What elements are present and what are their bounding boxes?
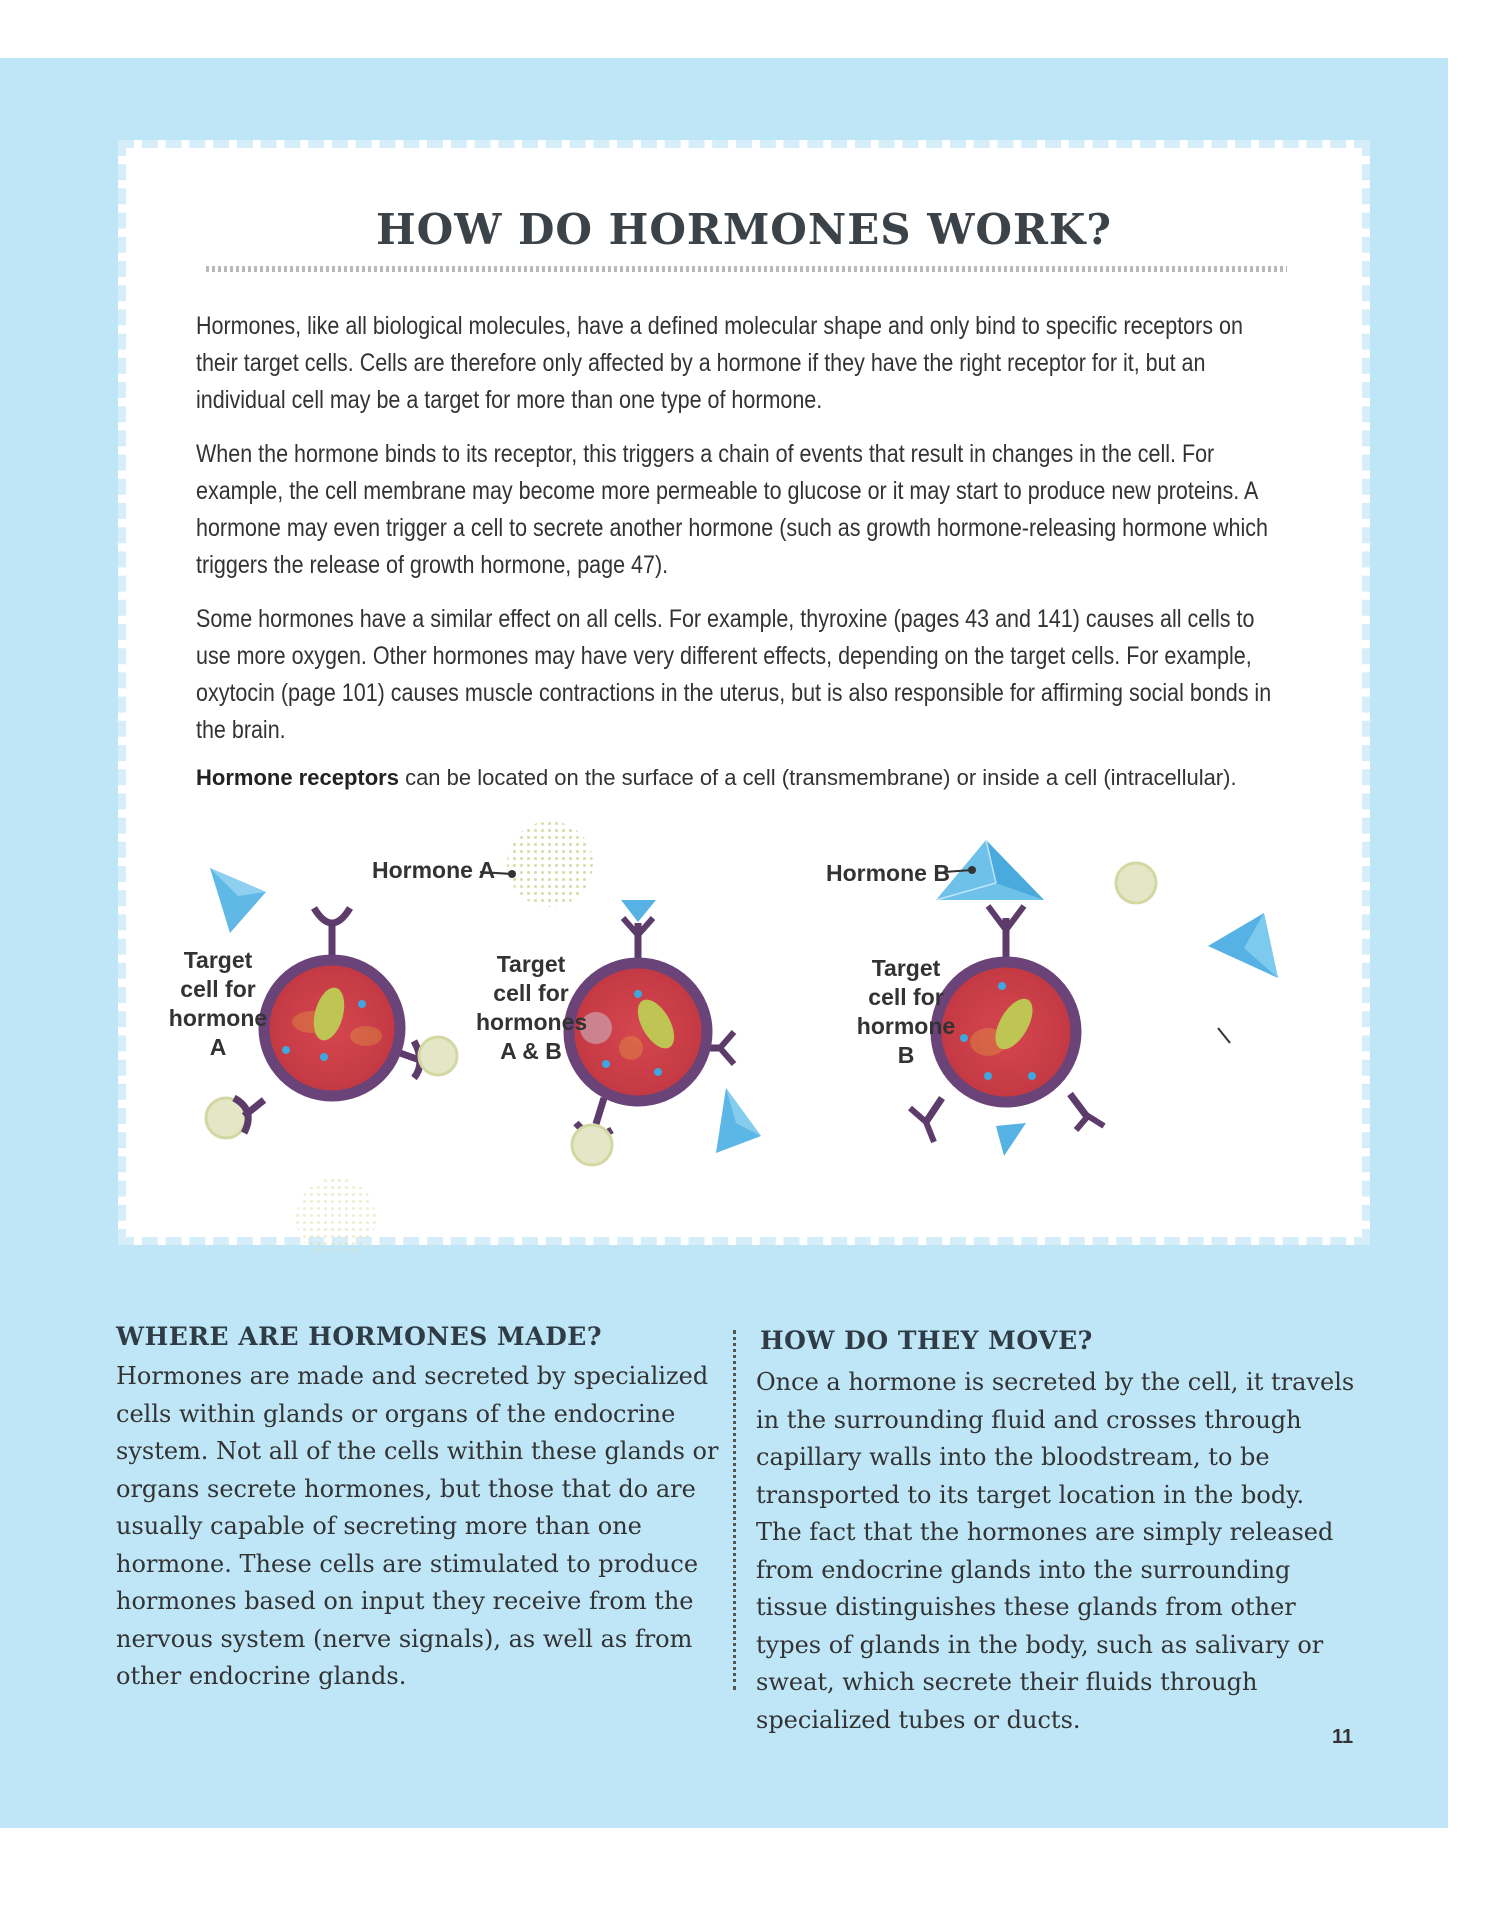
cell-b-label: Target cell for hormone B — [856, 955, 956, 1068]
cell-ab-label: Target cell for hormones A & B — [476, 951, 588, 1064]
hormone-b-molecule-bottom — [716, 1088, 761, 1153]
hormone-b-molecule-docked-2 — [996, 1123, 1026, 1156]
receptors-note-bold: Hormone receptors — [196, 765, 399, 790]
hormone-a-molecule-large — [507, 821, 593, 907]
cell-ab — [569, 918, 734, 1165]
where-heading: WHERE ARE HORMONES MADE? — [116, 1322, 602, 1351]
hormone-b-label: Hormone B — [826, 860, 950, 886]
hormone-a-label: Hormone A — [372, 857, 496, 883]
intro-paragraph-2: When the hormone binds to its receptor, this triggers a chain of events that result in changes in the cell. For example, the cell membrane may become more permeable to glucose or it may start to produce new proteins. A hormone may even trigger a cell to secrete another hormone (such as growth hormone-releasing hormone which triggers the release of growth hormone, page 47). — [196, 440, 1268, 579]
hormone-b-molecule-left — [210, 868, 266, 933]
hormone-receptor-diagram — [126, 148, 1378, 1253]
intro-paragraph-3: Some hormones have a similar effect on all cells. For example, thyroxine (pages 43 and 141) causes all cells to use more oxygen. Other hormones may have very different effects, depending on the target cells. For example, oxytocin (page 101) causes muscle contractions in the uterus, but is also responsible for affirming social bonds in the brain. — [196, 605, 1272, 744]
cell-b — [910, 906, 1230, 1142]
page-title: HOW DO HORMONES WORK? — [375, 205, 1113, 254]
column-divider — [733, 1330, 736, 1690]
page-number: 11 — [1332, 1726, 1354, 1748]
info-card — [118, 140, 1370, 1245]
hormone-b-molecule-top — [936, 840, 1044, 900]
hormone-a-molecule-faded — [296, 1178, 376, 1253]
move-heading: HOW DO THEY MOVE? — [760, 1326, 1093, 1355]
cell-a-label: Target cell for hormone A — [168, 947, 268, 1060]
intro-paragraph-1: Hormones, like all biological molecules, have a defined molecular shape and only bind to specific receptors on their target cells. Cells are therefore only affected by a hormone if they have the right receptor for it, but an individual cell may be a target for more than one type of hormone. — [196, 312, 1243, 414]
where-body: Hormones are made and secreted by specialized cells within glands or organs of the endocrine system. Not all of the cells within these glands or organs secrete hormones, but those that do are usually capable of secreting more than one hormone. These cells are stimulated to produce hormones based on input they receive from the nervous system (nerve signals), as well as from other endocrine glands. — [116, 1362, 719, 1690]
hormone-b-molecule-right — [1208, 913, 1278, 978]
receptors-note-text: can be located on the surface of a cell (transmembrane) or inside a cell (intracellular). — [398, 765, 1237, 790]
move-body: Once a hormone is secreted by the cell, it travels in the surrounding fluid and crosses through capillary walls into the bloodstream, to be transported to its target location in the body. The fact that the hormones are simply released from endocrine glands into the surrounding tissue distinguishes these glands from other types of glands in the body, such as salivary or sweat, which secrete their fluids through specialized tubes or ducts. — [756, 1368, 1355, 1734]
hormone-a-molecule-small — [1116, 863, 1156, 903]
